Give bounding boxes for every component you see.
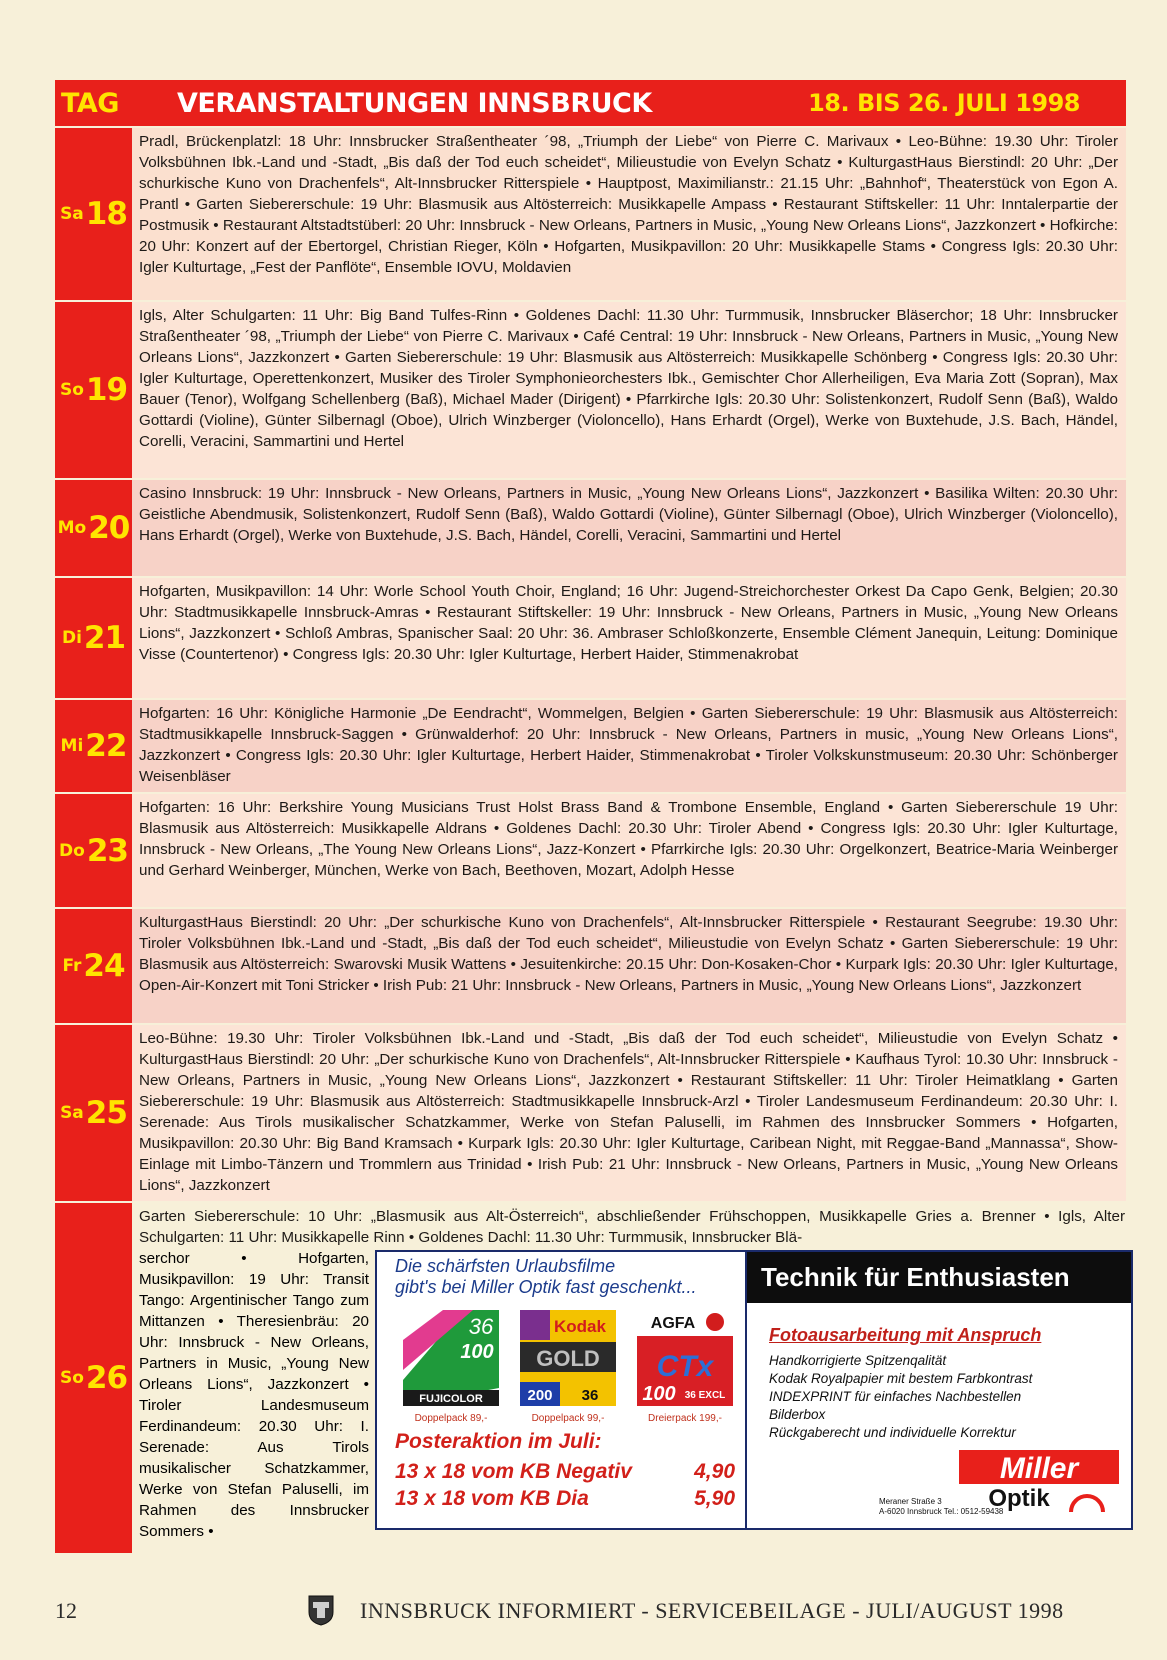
film-brand: FUJICOLOR bbox=[419, 1393, 483, 1405]
film-price: Doppelpack 99,- bbox=[531, 1413, 605, 1424]
weekday: Sa bbox=[60, 1103, 84, 1123]
day-label bbox=[55, 794, 132, 907]
film-sub: 200 bbox=[527, 1387, 553, 1404]
kodak-film-image bbox=[520, 1310, 616, 1424]
day-events: Hofgarten: 16 Uhr: Berkshire Young Musicians Trust Holst Brass Band & Trombone Ensemble, England • Garten Siebererschule 19 Uhr: Blasmusik aus Altösterreich: Musikkapelle Aldrans • Goldenes Dachl: 20.30 Uhr: Tiroler Abend • Congress Igls: 20.30 Uhr: Igler Kulturtage, Innsbruck - New Orleans, „The Young New Orleans Lions“, Jazz-Konzert • Pfarrkirche Igls: 20.30 Uhr: Orgelkonzert, Beatrice-Maria Weinberger und Gerhard Weinberger, München, Werke von Bach, Beethoven, Mozart, Adolph Hesse bbox=[132, 794, 1126, 907]
day-events: Hofgarten, Musikpavillon: 14 Uhr: Worle School Youth Choir, England; 16 Uhr: Jugend-Streichorchester Orkest Da Capo Genk, Belgien; 20.30 Uhr: Stadtmusikkapelle Innsbruck-Amras • Restaurant Stiftskeller: 19 Uhr: Innsbruck - New Orleans, Partners in Music, „Young New Orleans Lions“, Jazzkonzert • Schloß Ambras, Spanischer Saal: 20 Uhr: 36. Ambraser Schloßkonzerte, Ensemble Clément Janequin, Leitung: Dominique Visse (Countertenor) • Congress Igls: 20.30 Uhr: Igler Kulturtage, Herbert Haider, Stimmenakrobat bbox=[132, 578, 1126, 698]
header-title: VERANSTALTUNGEN INNSBRUCK bbox=[177, 87, 652, 119]
ad-headline-line1: Die schärfsten Urlaubsfilme bbox=[395, 1256, 616, 1276]
footer-title: INNSBRUCK INFORMIERT - SERVICEBEILAGE - JULI/AUGUST 1998 bbox=[360, 1598, 1064, 1623]
weekday: Fr bbox=[62, 956, 82, 976]
logo-word: Miller bbox=[999, 1452, 1079, 1485]
ad-headline-line2: gibt's bei Miller Optik fast geschenkt... bbox=[395, 1277, 697, 1297]
day-number: 20 bbox=[88, 510, 130, 546]
day-number: 19 bbox=[85, 372, 128, 408]
weekday: So bbox=[59, 380, 84, 400]
weekday: Mo bbox=[57, 518, 87, 538]
address-line: Meraner Straße 3 bbox=[879, 1497, 942, 1506]
coat-of-arms-icon bbox=[307, 1594, 335, 1626]
foto-list-item: Bilderbox bbox=[769, 1407, 826, 1422]
film-brand: Kodak bbox=[554, 1317, 606, 1336]
logo-word: Optik bbox=[988, 1485, 1050, 1512]
day-events: KulturgastHaus Bierstindl: 20 Uhr: „Der schurkische Kuno von Drachenfels“, Alt-Innsbrucker Ritterspiele • Restaurant Seegrube: 19.30 Uhr: Tiroler Volksbühnen Ibk.-Land und -Stadt, „Bis daß der Tod euch scheidet“, Milieustudie von Evelyn Schatz • Garten Siebererschule: 19 Uhr: Blasmusik aus Altösterreich: Swarovski Musik Wattens • Jesuitenkirche: 20.15 Uhr: Don-Kosaken-Chor • Kurpark Igls: 20.30 Uhr: Igler Kulturtage, Open-Air-Konzert mit Toni Stricker • Irish Pub: 21 Uhr: Innsbruck - New Orleans, Partners in Music, „Young New Orleans Lions“, Jazzkonzert bbox=[132, 909, 1126, 1023]
agfa-film-image bbox=[637, 1310, 733, 1424]
film-extra: 36 EXCL bbox=[684, 1390, 726, 1401]
tech-headline: Technik für Enthusiasten bbox=[747, 1252, 1131, 1303]
day-events: Casino Innsbruck: 19 Uhr: Innsbruck - New Orleans, Partners in Music, „Young New Orleans Lions“, Jazzkonzert • Basilika Wilten: 20.30 Uhr: Geistliche Abendmusik, Solistenkonzert, Rudolf Senn (Baß), Waldo Gottardi (Violine), Günter Silbernagl (Oboe), Ulrich Winzberger (Violoncello), Hans Erhardt (Orgel), Werke von Buxtehude, J.S. Bach, Händel, Corelli, Veracini, Sammartini und Hertel bbox=[132, 480, 1126, 576]
foto-list-item: Handkorrigierte Spitzenqalität bbox=[769, 1353, 947, 1368]
header-tag: TAG bbox=[61, 87, 119, 119]
weekday: Do bbox=[59, 840, 85, 861]
photo-service-advertisement bbox=[747, 1250, 1133, 1530]
weekday: Sa bbox=[60, 204, 84, 224]
film-products bbox=[377, 1302, 745, 1424]
fujicolor-film-image bbox=[403, 1310, 499, 1424]
day-row-20 bbox=[55, 478, 1126, 576]
film-big: GOLD bbox=[536, 1346, 600, 1371]
foto-list-item: Kodak Royalpapier mit bestem Farbkontrast bbox=[769, 1371, 1033, 1386]
day-label bbox=[55, 909, 132, 1023]
day-events-continued: serchor • Hofgarten, Musikpavillon: 19 Uhr: Transit Tango: Argentinischer Tango zum Mittanzen • Theresienbräu: 20 Uhr: Innsbruck - New Orleans, Partners in Music, „Young New Orleans Lions“, Jazzkonzert • Tiroler Landesmuseum Ferdinandeum: 20.30 Uhr: I. Serenade: Aus Tirols musikalischer Schatzkammer, Werke von Stefan Paluselli, im Rahmen des Innsbrucker Sommers • bbox=[139, 1250, 369, 1540]
film-big: CTx bbox=[656, 1350, 714, 1383]
day-number: 18 bbox=[85, 196, 127, 232]
foto-list-item: INDEXPRINT für einfaches Nachbestellen bbox=[769, 1389, 1022, 1404]
day-row-23 bbox=[55, 792, 1126, 907]
page-number: 12 bbox=[55, 1598, 77, 1623]
film-price: Dreierpack 199,- bbox=[648, 1413, 722, 1424]
day-row-22 bbox=[55, 698, 1126, 792]
day-label bbox=[55, 128, 132, 300]
day-events: Leo-Bühne: 19.30 Uhr: Tiroler Volksbühnen Ibk.-Land und -Stadt, „Bis daß der Tod euch scheidet“, Milieustudie von Evelyn Schatz • KulturgastHaus Bierstindl: 20 Uhr: „Der schurkische Kuno von Drachenfels“, Alt-Innsbrucker Ritterspiele • Kaufhaus Tyrol: 10.30 Uhr: Innsbruck - New Orleans, Partners in Music, „Young New Orleans Lions“, Jazzkonzert • Restaurant Stiftskeller: 11 Uhr: Tiroler Heimatklang • Garten Siebererschule: 19 Uhr: Blasmusik aus Altösterreich: Stadtmusikkapelle Innsbruck-Arzl • Tiroler Landesmuseum Ferdinandeum: 20.30 Uhr: I. Serenade: Aus Tirols musikalischer Schatzkammer, Werke von Stefan Paluselli, im Rahmen des Innsbrucker Sommers • Hofgarten, Musikpavillon: 20.30 Uhr: Big Band Kramsach • Kurpark Igls: 20.30 Uhr: Igler Kulturtage, Caribean Night, mit Reggae-Band „Mannassa“, Show-Einlage mit Limbo-Tänzern und Trommlern aus Trinidad • Irish Pub: 21 Uhr: Innsbruck - New Orleans, Partners in Music, „Young New Orleans Lions“, Jazzkonzert bbox=[132, 1025, 1126, 1201]
poster-title: Posteraktion im Juli: bbox=[395, 1430, 602, 1453]
day-row-21 bbox=[55, 576, 1126, 698]
header-dates: 18. BIS 26. JULI 1998 bbox=[808, 89, 1080, 117]
day-number: 22 bbox=[85, 728, 127, 764]
weekday: Di bbox=[61, 628, 82, 648]
day-26-content bbox=[132, 1203, 1133, 1553]
foto-list-item: Rückgaberecht und individuelle Korrektur bbox=[769, 1425, 1016, 1440]
day-label bbox=[55, 1203, 132, 1553]
day-label bbox=[55, 480, 132, 576]
poster-label: 13 x 18 vom KB Negativ bbox=[395, 1460, 632, 1483]
day-label bbox=[55, 578, 132, 698]
film-advertisement bbox=[375, 1250, 747, 1530]
poster-offer bbox=[395, 1430, 735, 1512]
day-label bbox=[55, 1025, 132, 1201]
film-big: 36 bbox=[468, 1314, 494, 1339]
event-calendar bbox=[55, 80, 1126, 1553]
day-row-19 bbox=[55, 300, 1126, 478]
day-row-24 bbox=[55, 907, 1126, 1023]
day-number: 25 bbox=[85, 1095, 127, 1131]
film-sub: 100 bbox=[642, 1383, 676, 1405]
ad-zone bbox=[132, 1248, 1133, 1542]
poster-price: 4,90 bbox=[694, 1460, 735, 1483]
film-extra: 36 bbox=[581, 1387, 599, 1404]
day-label bbox=[55, 302, 132, 478]
day-events: Pradl, Brückenplatzl: 18 Uhr: Innsbrucker Straßentheater ´98, „Triumph der Liebe“ von Pierre C. Marivaux • Leo-Bühne: 19.30 Uhr: Tiroler Volksbühnen Ibk.-Land und -Stadt, „Bis daß der Tod euch scheidet“, Milieustudie von Evelyn Schatz • KulturgastHaus Bierstindl: 20 Uhr: „Der schurkische Kuno von Drachenfels“, Alt-Innsbrucker Ritterspiele • Hauptpost, Maximilianstr.: 21.15 Uhr: „Bahnhof“, Theaterstück von Egon A. Prantl • Garten Siebererschule: 19 Uhr: Blasmusik aus Altösterreich: Musikkapelle Ampass • Restaurant Stiftskeller: 11 Uhr: Inntalerpartie der Postmusik • Restaurant Altstadtstüberl: 20 Uhr: Innsbruck - New Orleans, Partners in Music, „Young New Orleans Lions“, Jazzkonzert • Hofkirche: 20 Uhr: Konzert auf der Ebertorgel, Christian Rieger, Köln • Hofgarten, Musikpavillon: 20 Uhr: Musikkapelle Stams • Congress Igls: 20.30 Uhr: Igler Kulturtage, „Fest der Panflöte“, Ensemble IOVU, Moldavien bbox=[132, 128, 1126, 300]
foto-title: Fotoausarbeitung mit Anspruch bbox=[769, 1325, 1042, 1345]
film-price: Doppelpack 89,- bbox=[414, 1413, 488, 1424]
weekday: So bbox=[59, 1368, 84, 1388]
poster-row bbox=[395, 1485, 735, 1512]
weekday: Mi bbox=[60, 736, 84, 756]
day-row-18 bbox=[55, 126, 1126, 300]
poster-price: 5,90 bbox=[694, 1487, 735, 1510]
miller-optik-logo bbox=[879, 1450, 1119, 1520]
day-number: 23 bbox=[86, 832, 128, 869]
day-events: Garten Siebererschule: 10 Uhr: „Blasmusik aus Alt-Österreich“, abschließender Frühschoppen, Musikkapelle Gries a. Brenner • Igls, Alter Schulgarten: 11 Uhr: Musikkapelle Rinn • Goldenes Dachl: 11.30 Uhr: Turmmusik, Innsbrucker Blä- bbox=[132, 1203, 1133, 1248]
foto-list bbox=[769, 1352, 1109, 1442]
film-sub: 100 bbox=[460, 1341, 494, 1363]
day-number: 21 bbox=[83, 620, 126, 656]
address-line: A-6020 Innsbruck Tel.: 0512-59438 bbox=[879, 1507, 1004, 1516]
day-number: 24 bbox=[83, 948, 125, 984]
poster-label: 13 x 18 vom KB Dia bbox=[395, 1487, 589, 1510]
film-brand: AGFA bbox=[650, 1315, 696, 1332]
day-events: Hofgarten: 16 Uhr: Königliche Harmonie „De Eendracht“, Wommelgen, Belgien • Garten Siebererschule: 19 Uhr: Blasmusik aus Altösterreich: Stadtmusikkapelle Innsbruck-Saggen • Grünwalderhof: 20 Uhr: Innsbruck - New Orleans, Partners in music, „Young New Orleans Lions“, Jazzkonzert • Congress Igls: 20.30 Uhr: Igler Kulturtage, Herbert Haider, Stimmenakrobat • Tiroler Volkskunstmuseum: 20.30 Uhr: Schönberger Weisenbläser bbox=[132, 700, 1126, 792]
calendar-header bbox=[55, 80, 1126, 126]
day-number: 26 bbox=[85, 1360, 128, 1396]
day-label bbox=[55, 700, 132, 792]
day-events: Igls, Alter Schulgarten: 11 Uhr: Big Band Tulfes-Rinn • Goldenes Dachl: 11.30 Uhr: Turmmusik, Innsbrucker Bläserchor; 18 Uhr: Innsbrucker Straßentheater ´98, „Triumph der Liebe“ von Pierre C. Marivaux • Café Central: 19 Uhr: Innsbruck - New Orleans, Partners in Music, „Young New Orleans Lions“, Jazzkonzert • Garten Siebererschule: 19 Uhr: Blasmusik aus Altösterreich: Musikkapelle Schönberg • Congress Igls: 20.30 Uhr: Igler Kulturtage, Operettenkonzert, Musiker des Tiroler Symphonieorchesters Ibk., Gemischter Chor Allerheiligen, Eva Maria Zott (Sopran), Max Bauer (Tenor), Wolfgang Schellenberg (Baß), Michael Mader (Dirigent) • Pfarrkirche Igls: 20.30 Uhr: Solistenkonzert, Rudolf Senn (Baß), Waldo Gottardi (Violine), Günter Silbernagl (Oboe), Ulrich Winzberger (Violoncello), Hans Erhardt (Orgel), Werke von Buxtehude, J.S. Bach, Händel, Corelli, Veracini, Sammartini und Hertel bbox=[132, 302, 1126, 478]
day-row-26 bbox=[55, 1201, 1126, 1553]
poster-row bbox=[395, 1458, 735, 1485]
ad-headline bbox=[377, 1252, 745, 1302]
day-row-25 bbox=[55, 1023, 1126, 1201]
